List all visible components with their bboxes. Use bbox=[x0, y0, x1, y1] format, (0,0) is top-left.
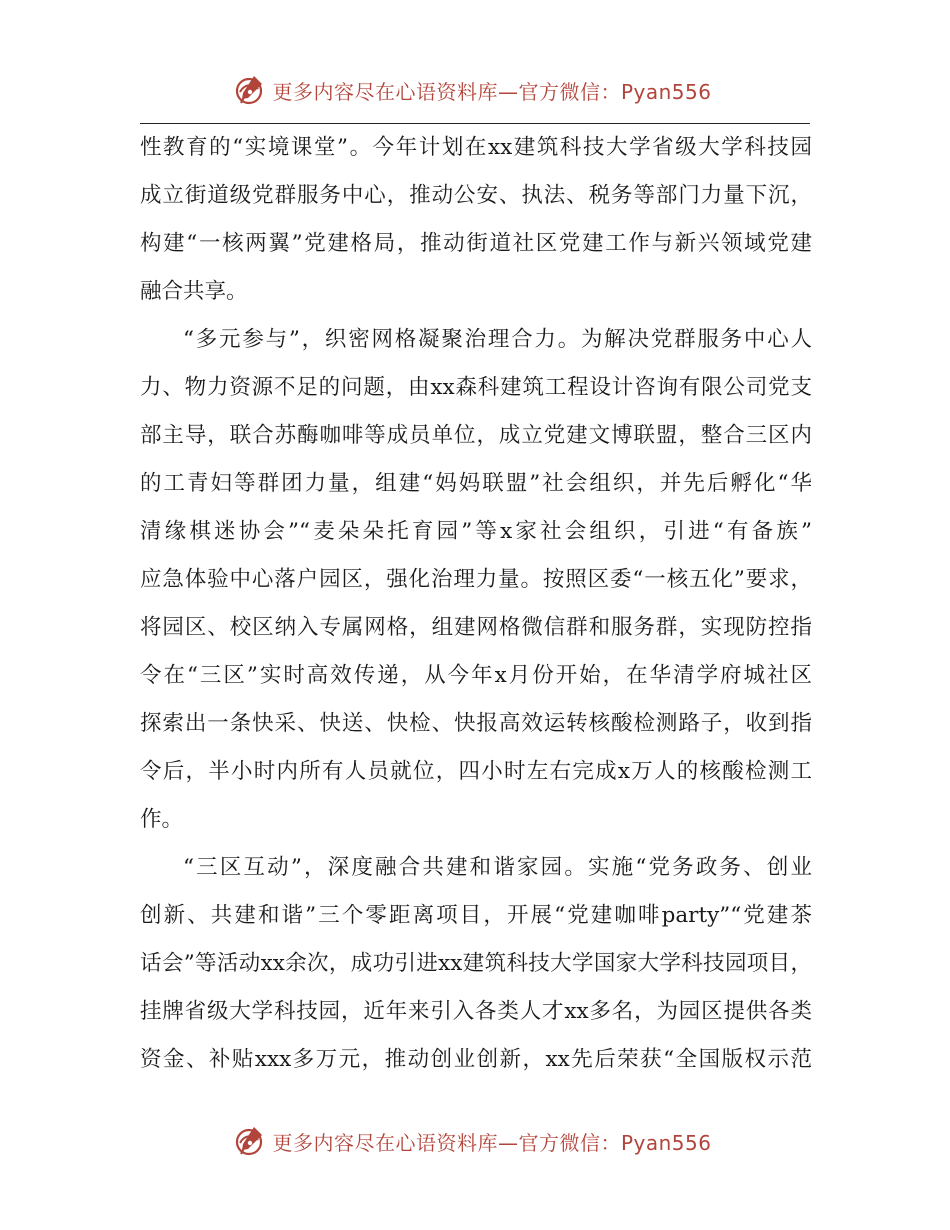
text-line: 令在“三区”实时高效传递，从今年x月份开始，在华清学府城社区 bbox=[140, 663, 812, 688]
text-line: 成立街道级党群服务中心，推动公安、执法、税务等部门力量下沉， bbox=[140, 183, 812, 208]
header-banner-inner bbox=[232, 72, 711, 108]
text-line: 清缘棋迷协会”“麦朵朵托育园”等x家社会组织，引进“有备族” bbox=[140, 519, 812, 544]
text-line: 挂牌省级大学科技园，近年来引入各类人才xx多名，为园区提供各类 bbox=[140, 999, 812, 1024]
text-line: 资金、补贴xxx多万元，推动创业创新，xx先后荣获“全国版权示范 bbox=[140, 1047, 812, 1072]
document-body bbox=[140, 124, 812, 1084]
text-line: 性教育的“实境课堂”。今年计划在xx建筑科技大学省级大学科技园 bbox=[140, 135, 812, 160]
text-line: 话会”等活动xx余次，成功引进xx建筑科技大学国家大学科技园项目， bbox=[140, 951, 812, 976]
footer-banner bbox=[0, 1121, 950, 1161]
text-line: 令后，半小时内所有人员就位，四小时左右完成x万人的核酸检测工 bbox=[140, 759, 812, 784]
header-banner-text: 更多内容尽在心语资料库—官方微信：Pyan556 bbox=[272, 79, 712, 104]
pen-logo-icon bbox=[232, 72, 268, 108]
text-line: 融合共享。 bbox=[140, 279, 248, 304]
footer-banner-inner bbox=[232, 1123, 711, 1159]
text-line: 应急体验中心落户园区，强化治理力量。按照区委“一核五化”要求， bbox=[140, 567, 812, 592]
footer-banner-text: 更多内容尽在心语资料库—官方微信：Pyan556 bbox=[272, 1130, 712, 1155]
text-line: 创新、共建和谐”三个零距离项目，开展“党建咖啡party”“党建茶 bbox=[140, 903, 812, 928]
text-line: 构建“一核两翼”党建格局，推动街道社区党建工作与新兴领域党建 bbox=[140, 231, 812, 256]
pen-logo-icon bbox=[232, 1123, 268, 1159]
text-line: 部主导，联合苏酶咖啡等成员单位，成立党建文博联盟，整合三区内 bbox=[140, 423, 812, 448]
text-line: 探索出一条快采、快送、快检、快报高效运转核酸检测路子，收到指 bbox=[140, 711, 812, 736]
paragraph-first-line: “三区互动”，深度融合共建和谐家园。实施“党务政务、创业 bbox=[183, 855, 812, 880]
text-line: 将园区、校区纳入专属网格，组建网格微信群和服务群，实现防控指 bbox=[140, 615, 812, 640]
paragraph-first-line: “多元参与”，织密网格凝聚治理合力。为解决党群服务中心人 bbox=[183, 327, 812, 352]
header-banner bbox=[0, 70, 950, 110]
text-line: 力、物力资源不足的问题，由xx森科建筑工程设计咨询有限公司党支 bbox=[140, 375, 812, 400]
text-line: 的工青妇等群团力量，组建“妈妈联盟”社会组织，并先后孵化“华 bbox=[140, 471, 812, 496]
text-line: 作。 bbox=[140, 807, 184, 832]
